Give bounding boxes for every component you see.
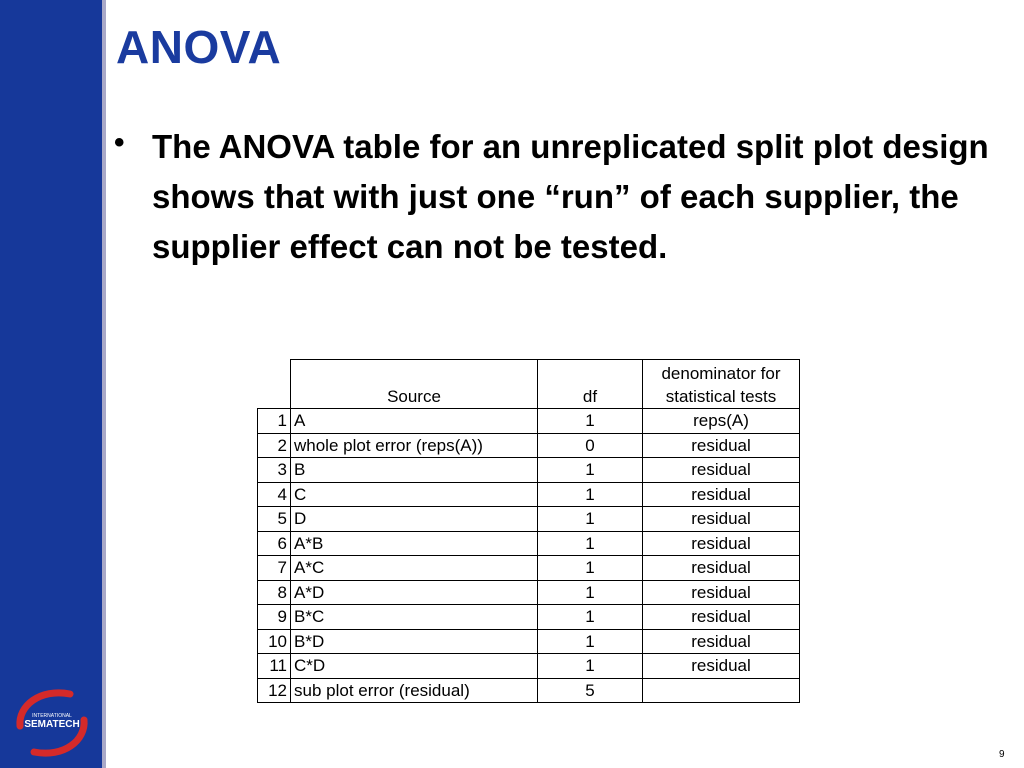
source-cell: B*D [291,629,538,654]
sematech-logo [10,686,94,760]
table-row [258,409,800,434]
denominator-cell: residual [643,458,800,483]
header-denominator-line2: statistical tests [665,387,777,406]
table-row [258,605,800,630]
table-row [258,629,800,654]
denominator-cell: residual [643,531,800,556]
row-number-cell: 10 [258,629,291,654]
table-row [258,482,800,507]
df-cell: 0 [538,433,643,458]
row-number-cell: 5 [258,507,291,532]
row-number-cell: 4 [258,482,291,507]
df-cell: 1 [538,531,643,556]
row-number-cell: 1 [258,409,291,434]
table-row [258,654,800,679]
table-row [258,458,800,483]
header-source: Source [291,360,538,409]
page-number: 9 [999,749,1005,760]
source-cell: C [291,482,538,507]
df-cell: 1 [538,556,643,581]
bullet-text: The ANOVA table for an unreplicated split plot design shows that with just one “run” of each supplier, the supplier effect can not be tested. [152,128,989,265]
df-cell: 1 [538,605,643,630]
header-denominator-line1: denominator for [661,364,781,383]
df-cell: 5 [538,678,643,703]
source-cell: A*B [291,531,538,556]
source-cell: A*D [291,580,538,605]
source-cell: A*C [291,556,538,581]
table-row [258,678,800,703]
row-number-cell: 9 [258,605,291,630]
denominator-cell: residual [643,433,800,458]
denominator-cell: residual [643,507,800,532]
logo-text-international: INTERNATIONAL [32,713,72,719]
bullet-dot-icon: • [114,126,125,159]
header-blank-cell [258,360,291,409]
header-denominator [643,360,800,409]
df-cell: 1 [538,580,643,605]
row-number-cell: 2 [258,433,291,458]
table-row [258,433,800,458]
denominator-cell: residual [643,556,800,581]
row-number-cell: 12 [258,678,291,703]
row-number-cell: 7 [258,556,291,581]
df-cell: 1 [538,409,643,434]
df-cell: 1 [538,458,643,483]
table-row [258,507,800,532]
slide-title: ANOVA [116,21,282,73]
denominator-cell: residual [643,654,800,679]
table-header-row [258,360,800,409]
source-cell: A [291,409,538,434]
source-cell: C*D [291,654,538,679]
denominator-cell [643,678,800,703]
row-number-cell: 6 [258,531,291,556]
source-cell: B [291,458,538,483]
denominator-cell: residual [643,482,800,507]
row-number-cell: 8 [258,580,291,605]
source-cell: whole plot error (reps(A)) [291,433,538,458]
anova-table [257,359,800,703]
denominator-cell: residual [643,605,800,630]
source-cell: sub plot error (residual) [291,678,538,703]
header-df: df [538,360,643,409]
sidebar-edge [102,0,106,768]
df-cell: 1 [538,482,643,507]
table-row [258,580,800,605]
source-cell: B*C [291,605,538,630]
denominator-cell: reps(A) [643,409,800,434]
denominator-cell: residual [643,629,800,654]
df-cell: 1 [538,507,643,532]
row-number-cell: 3 [258,458,291,483]
df-cell: 1 [538,629,643,654]
denominator-cell: residual [643,580,800,605]
logo-text-sematech: SEMATECH [24,719,80,730]
table-row [258,531,800,556]
left-sidebar-band [0,0,102,768]
df-cell: 1 [538,654,643,679]
row-number-cell: 11 [258,654,291,679]
source-cell: D [291,507,538,532]
table-row [258,556,800,581]
